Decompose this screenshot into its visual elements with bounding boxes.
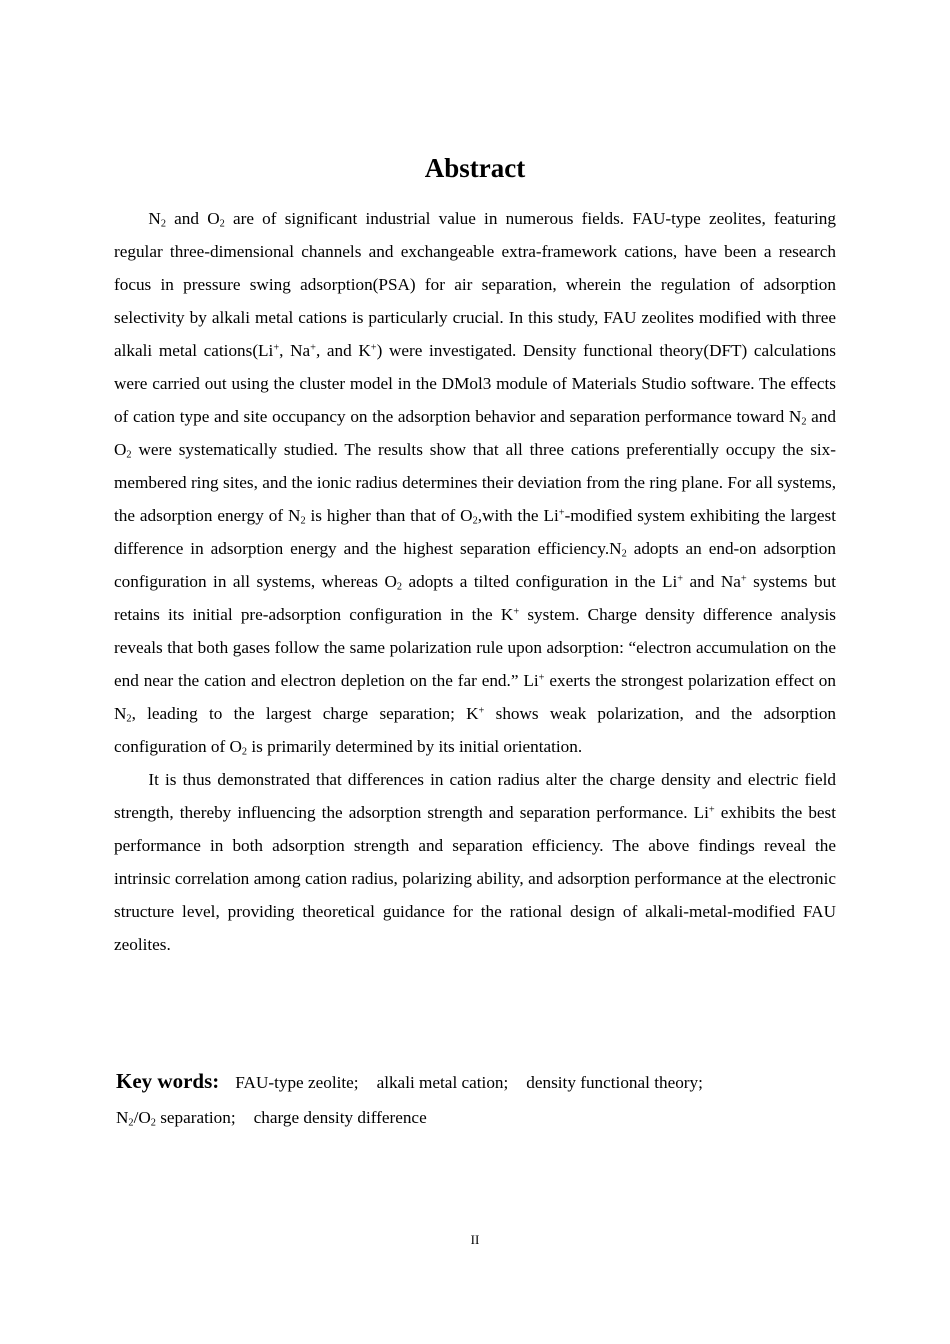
keywords-line-2 — [116, 1100, 838, 1135]
text-run: , Na — [279, 341, 311, 360]
abstract-paragraph-1 — [114, 202, 836, 763]
superscript: + — [310, 342, 316, 354]
text-run: were systematically studied. The results show that all three cations preferentially occupy the six-membered ring sites, and the ionic radius determines their deviation from the ring plane. For all systems, the adsorption energy of N — [114, 440, 836, 525]
subscript: 2 — [126, 713, 132, 725]
subscript: 2 — [126, 449, 132, 461]
text-run: ) were investigated. Density functional theory(DFT) calculations were carried out using the cluster model in the DMol3 module of Materials Studio software. The effects of cation type and site occupancy on the adsorption behavior and separation performance toward N — [114, 341, 836, 426]
abstract-body — [114, 202, 836, 961]
keyword — [116, 1108, 236, 1127]
superscript: + — [558, 507, 565, 519]
superscript: + — [538, 672, 545, 684]
keyword: density functional theory; — [526, 1073, 703, 1092]
text-run: /O — [133, 1108, 151, 1127]
text-run: and O — [165, 209, 220, 228]
superscript: + — [708, 804, 715, 816]
keywords-section — [116, 1064, 838, 1135]
text-run: adopts an end-on adsorption configuration in all systems, whereas O — [114, 539, 836, 591]
abstract-title: Abstract — [424, 153, 526, 183]
text-run: and Na — [683, 572, 741, 591]
keyword: alkali metal cation; — [376, 1073, 509, 1092]
text-run: are of significant industrial value in numerous fields. FAU-type zeolites, featuring regular three-dimensional channels and exchangeable extra-framework cations, have been a research focus in pressure swing adsorption(PSA) for air separation, wherein the regulation of adsorption selectivity by alkali metal cations is particularly crucial. In this study, FAU zeolites modified with three alkali metal cations(Li — [114, 209, 836, 360]
subscript: 2 — [219, 218, 225, 230]
superscript: + — [513, 606, 520, 618]
text-run: is higher than that of O — [305, 506, 473, 525]
subscript: 2 — [801, 416, 807, 428]
subscript: 2 — [300, 515, 306, 527]
abstract-paragraph-2 — [114, 763, 836, 961]
superscript: + — [273, 342, 280, 354]
keyword: charge density difference — [253, 1108, 427, 1127]
subscript: 2 — [396, 581, 403, 593]
text-run: exhibits the best performance in both adsorption strength and separation efficiency. The above findings reveal the intrinsic correlation among cation radius, polarizing ability, and adsorption performance at the electronic structure level, providing theoretical guidance for the rational design of alkali-metal-modified FAU zeolites. — [114, 803, 837, 954]
page-number: II — [470, 1232, 480, 1247]
superscript: + — [740, 573, 747, 585]
subscript: 2 — [472, 515, 478, 527]
text-run: , leading to the largest charge separation; K — [131, 704, 479, 723]
superscript: + — [478, 705, 485, 717]
text-run: , and K — [315, 341, 371, 360]
text-run: exerts the strongest polarization effect on N — [114, 671, 836, 723]
subscript: 2 — [621, 548, 627, 560]
text-run: N — [148, 209, 161, 228]
keyword: FAU-type zeolite; — [235, 1073, 359, 1092]
subscript: 2 — [241, 746, 248, 758]
text-run: ,with the Li — [477, 506, 559, 525]
subscript: 2 — [128, 1117, 134, 1129]
text-run: system. Charge density difference analysis reveals that both gases follow the same polarization rule upon adsorption: “electron accumulation on the end near the cation and electron depletion on the far end.” Li — [114, 605, 836, 690]
superscript: + — [677, 573, 684, 585]
keywords-line-1 — [116, 1064, 838, 1100]
text-run: shows weak polarization, and the adsorption configuration of O — [114, 704, 837, 756]
text-run: is primarily determined by its initial orientation. — [247, 737, 583, 756]
superscript: + — [370, 342, 377, 354]
text-run: It is thus demonstrated that differences in cation radius alter the charge density and electric field strength, thereby influencing the adsorption strength and separation performance. Li — [114, 770, 836, 822]
text-run: systems but retains its initial pre-adsorption configuration in the K — [114, 572, 836, 624]
subscript: 2 — [160, 218, 166, 230]
text-run: and O — [114, 407, 836, 459]
keywords-label: Key words: — [116, 1069, 220, 1093]
subscript: 2 — [150, 1117, 156, 1129]
text-run: adopts a tilted configuration in the Li — [402, 572, 678, 591]
text-run: separation; — [155, 1108, 236, 1127]
text-run: N — [116, 1108, 129, 1127]
text-run: -modified system exhibiting the largest difference in adsorption energy and the highest separation efficiency.N — [114, 506, 836, 558]
